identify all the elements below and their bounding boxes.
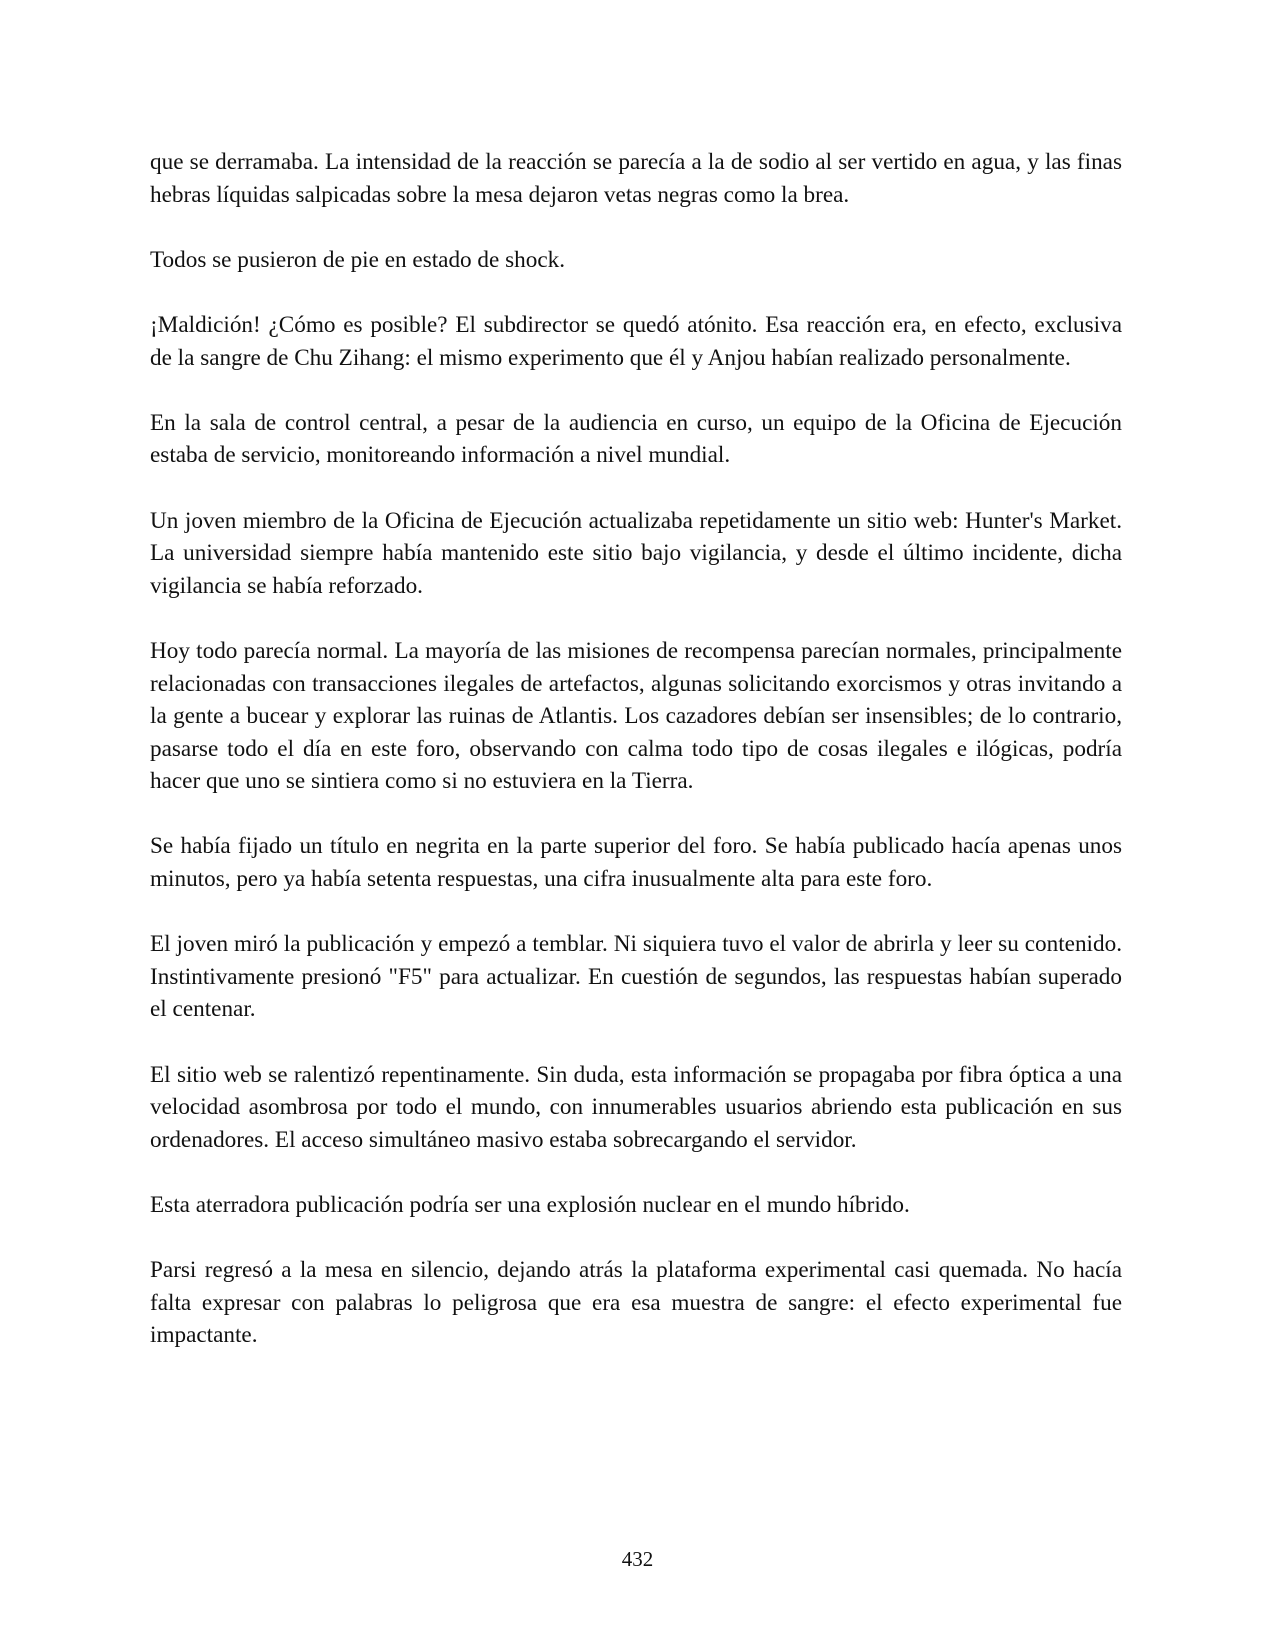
paragraph: En la sala de control central, a pesar de la audiencia en curso, un equipo de la Oficina de Ejecución estaba de servicio, monitoreando información a nivel mundial. xyxy=(150,409,1122,469)
paragraph: Se había fijado un título en negrita en la parte superior del foro. Se había publicado hacía apenas unos minutos, pero ya había setenta respuestas, una cifra inusualmente alta para este foro. xyxy=(150,833,1122,893)
paragraph: Hoy todo parecía normal. La mayoría de las misiones de recompensa parecían normales, principalmente relacionadas con transacciones ilegales de artefactos, algunas solicitando exorcismos y otras invitando a la gente a bucear y explorar las ruinas de Atlantis. Los cazadores debían ser insensibles; de lo contrario, pasarse todo el día en este foro, observando con calma todo tipo de cosas ilegales e ilógicas, podría hacer que uno se sintiera como si no estuviera en la Tierra. xyxy=(150,637,1122,795)
paragraph: Todos se pusieron de pie en estado de shock. xyxy=(150,246,566,273)
paragraph: que se derramaba. La intensidad de la reacción se parecía a la de sodio al ser vertido en agua, y las finas hebras líquidas salpicadas sobre la mesa dejaron vetas negras como la brea. xyxy=(150,149,1122,208)
paragraph: Esta aterradora publicación podría ser una explosión nuclear en el mundo híbrido. xyxy=(150,1192,910,1218)
page-number: 432 xyxy=(621,1547,654,1571)
page-body xyxy=(150,146,1122,1385)
paragraph: ¡Maldición! ¿Cómo es posible? El subdirector se quedó atónito. Esa reacción era, en efecto, exclusiva de la sangre de Chu Zihang: el mismo experimento que él y Anjou habían realizado personalmente. xyxy=(150,311,1122,371)
paragraph: El sitio web se ralentizó repentinamente. Sin duda, esta información se propagaba por fibra óptica a una velocidad asombrosa por todo el mundo, con innumerables usuarios abriendo esta publicación en sus ordenadores. El acceso simultáneo masivo estaba sobrecargando el servidor. xyxy=(150,1061,1122,1153)
paragraph: Parsi regresó a la mesa en silencio, dejando atrás la plataforma experimental casi quemada. No hacía falta expresar con palabras lo peligrosa que era esa muestra de sangre: el efecto experimental fue impactante. xyxy=(150,1257,1122,1349)
paragraph: Un joven miembro de la Oficina de Ejecución actualizaba repetidamente un sitio web: Hunter's Market. La universidad siempre había mantenido este sitio bajo vigilancia, y desde el último incidente, dicha vigilancia se había reforzado. xyxy=(150,507,1122,599)
paragraph: El joven miró la publicación y empezó a temblar. Ni siquiera tuvo el valor de abrirla y leer su contenido. Instintivamente presionó "F5" para actualizar. En cuestión de segundos, las respuestas habían superado el centenar. xyxy=(150,931,1122,1023)
